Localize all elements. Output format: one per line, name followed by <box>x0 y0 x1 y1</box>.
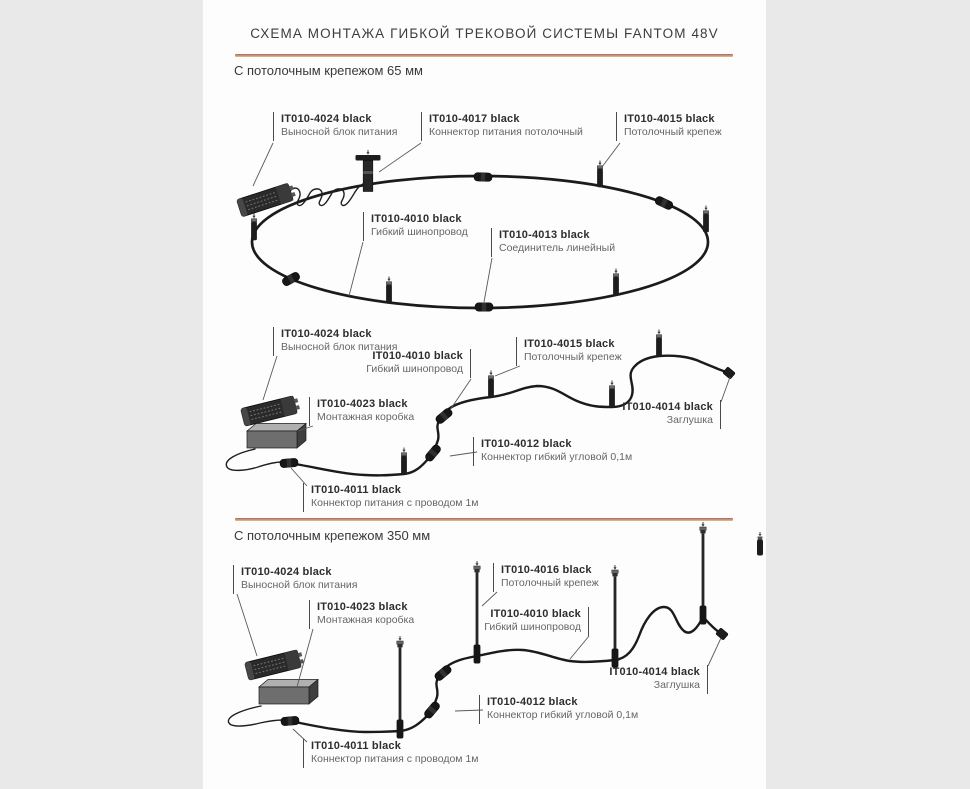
pointer-line <box>253 143 273 186</box>
part-desc: Гибкий шинопровод <box>484 621 581 633</box>
power-cord <box>226 449 282 470</box>
ceiling-mount-icon <box>613 269 619 296</box>
part-label-4012 <box>479 695 638 724</box>
pointer-line <box>237 594 257 656</box>
part-desc: Выносной блок питания <box>241 579 358 591</box>
part-code: IT010-4012 black <box>481 438 572 450</box>
part-code: IT010-4013 black <box>499 229 590 241</box>
pointer-line <box>450 379 471 410</box>
part-code: IT010-4010 black <box>371 213 462 225</box>
pointer-line <box>379 143 421 172</box>
part-code: IT010-4023 black <box>317 398 408 410</box>
part-desc: Потолочный крепеж <box>501 577 599 589</box>
pointer-line <box>570 636 589 659</box>
part-label-4010 <box>366 349 471 378</box>
part-label-4014 <box>622 400 721 429</box>
part-desc: Коннектор питания с проводом 1м <box>311 497 479 509</box>
corner-connector-icon <box>433 664 452 682</box>
power-supply-icon <box>245 649 305 680</box>
ceiling-rod-icon <box>612 565 619 668</box>
part-desc: Коннектор гибкий угловой 0,1м <box>481 451 633 463</box>
ceiling-mount-icon <box>251 214 257 241</box>
pointer-line <box>721 377 730 402</box>
power-connector-icon <box>281 716 300 726</box>
ceiling-mount-icon <box>656 330 662 357</box>
pointer-line <box>349 242 363 296</box>
ceiling-mount-icon <box>597 161 603 188</box>
part-label-4023 <box>309 600 414 629</box>
part-label-4015 <box>516 337 622 366</box>
ceiling-rod-icon <box>397 636 404 739</box>
part-desc: Гибкий шинопровод <box>366 363 463 375</box>
pointer-line <box>602 143 620 167</box>
linear-connector-icon <box>654 195 674 210</box>
part-code: IT010-4015 black <box>624 113 715 125</box>
pointer-line <box>484 258 492 302</box>
ceiling-rod-icon <box>700 522 707 625</box>
part-label-4012 <box>473 437 632 466</box>
part-label-4015 <box>616 112 722 141</box>
section-heading-65mm: С потолочным крепежом 65 мм <box>234 63 423 78</box>
part-label-4014 <box>609 665 708 694</box>
part-desc: Коннектор питания потолочный <box>429 126 583 138</box>
part-code: IT010-4017 black <box>429 113 520 125</box>
pointer-line <box>263 356 277 400</box>
end-cap-icon <box>723 367 736 380</box>
corner-connector-icon <box>424 443 442 462</box>
part-desc: Потолочный крепеж <box>524 351 622 363</box>
part-code: IT010-4016 black <box>501 564 592 576</box>
part-desc: Заглушка <box>653 679 700 691</box>
part-label-4024 <box>233 565 357 594</box>
part-code: IT010-4024 black <box>281 328 372 340</box>
corner-connector-icon <box>423 700 441 719</box>
part-code: IT010-4011 black <box>311 484 402 496</box>
part-desc: Заглушка <box>666 414 713 426</box>
sheet <box>203 0 766 789</box>
pointer-line <box>482 592 497 606</box>
pointer-line <box>495 366 520 376</box>
page-title: СХЕМА МОНТАЖА ГИБКОЙ ТРЕКОВОЙ СИСТЕМЫ FANTOM 48V <box>250 26 719 41</box>
ceiling-rod-icon <box>474 561 481 664</box>
power-cord <box>228 706 283 726</box>
part-desc: Коннектор гибкий угловой 0,1м <box>487 709 639 721</box>
power-supply-icon <box>237 182 297 217</box>
pointer-line <box>708 638 721 666</box>
ceiling-mount-icon <box>609 381 615 408</box>
mounting-box-icon <box>259 680 318 705</box>
linear-connector-icon <box>475 303 493 311</box>
part-desc: Монтажная коробка <box>317 411 415 423</box>
ceiling-mount-icon <box>401 448 407 475</box>
ceiling-mount-icon <box>386 277 392 304</box>
ceiling-mount-icon <box>488 371 494 398</box>
part-code: IT010-4012 black <box>487 696 578 708</box>
part-code: IT010-4010 black <box>490 608 581 620</box>
mounting-box-icon <box>247 424 306 449</box>
part-label-4024 <box>273 112 397 141</box>
part-code: IT010-4024 black <box>241 566 332 578</box>
part-code: IT010-4014 black <box>622 401 713 413</box>
rod-fragment-icon <box>757 532 763 556</box>
part-desc: Соединитель линейный <box>499 242 616 254</box>
part-desc: Гибкий шинопровод <box>371 226 468 238</box>
part-label-4016 <box>493 563 599 592</box>
part-code: IT010-4010 black <box>372 350 463 362</box>
part-desc: Коннектор питания с проводом 1м <box>311 753 479 765</box>
part-desc: Выносной блок питания <box>281 126 398 138</box>
part-label-4023 <box>309 397 414 426</box>
part-code: IT010-4011 black <box>311 740 402 752</box>
section-heading-350mm: С потолочным крепежом 350 мм <box>234 528 431 543</box>
part-label-4010 <box>363 212 468 241</box>
linear-connector-icon <box>474 172 492 181</box>
part-label-4011 <box>303 483 479 512</box>
part-code: IT010-4015 black <box>524 338 615 350</box>
part-code: IT010-4014 black <box>609 666 700 678</box>
linear-connector-icon <box>281 271 301 287</box>
track-ring <box>252 176 708 308</box>
part-desc: Монтажная коробка <box>317 614 415 626</box>
part-label-4017 <box>421 112 583 141</box>
part-desc: Потолочный крепеж <box>624 126 722 138</box>
ceiling-mount-icon <box>703 206 709 233</box>
part-label-4011 <box>303 739 479 768</box>
ring-diagram <box>237 143 709 311</box>
part-code: IT010-4023 black <box>317 601 408 613</box>
part-label-4010 <box>484 607 589 636</box>
part-label-4013 <box>491 228 615 257</box>
power-supply-icon <box>241 395 301 426</box>
part-desc: Выносной блок питания <box>281 341 398 353</box>
part-code: IT010-4024 black <box>281 113 372 125</box>
power-connector-icon <box>280 458 299 468</box>
